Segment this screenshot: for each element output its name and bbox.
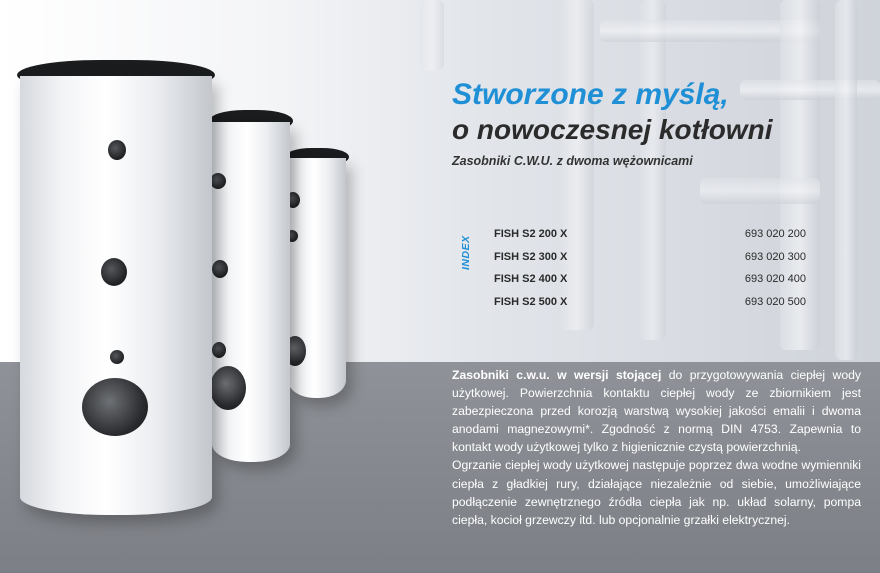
model-code: 693 020 200 [744, 228, 806, 240]
model-code: 693 020 400 [744, 273, 806, 285]
index-label: INDEX [460, 235, 472, 270]
model-code: 693 020 500 [744, 295, 806, 308]
description-paragraph-2: Ogrzanie ciepłej wody użytkowej następuje poprzez dwa wodne wymienniki ciepła z gładkiej rury, działające niezależnie od siebie, umożliwiające podłączenie zewnętrznego źródła ciepła jak np. układ solarny, pompa ciepła, kocioł grzewczy itd. lub opcjonalnie grzałki elektrycznej. [452, 458, 861, 527]
index-row [494, 296, 806, 319]
product-description [452, 366, 861, 529]
headline-line-1: Stworzone z myślą, [452, 78, 729, 111]
model-name: FISH S2 200 X [494, 228, 568, 240]
model-name: FISH S2 300 X [494, 250, 568, 263]
water-tank-large [20, 60, 212, 515]
product-subtitle: Zasobniki C.W.U. z dwoma wężownicami [452, 154, 693, 168]
headline-line-2: o nowoczesnej kotłowni [452, 114, 773, 145]
index-table [494, 228, 806, 318]
index-row [494, 273, 806, 296]
model-name: FISH S2 400 X [494, 273, 568, 285]
water-tank-medium [212, 110, 290, 462]
description-paragraph-1 [452, 366, 861, 456]
model-name: FISH S2 500 X [494, 295, 568, 308]
model-code: 693 020 300 [744, 250, 806, 263]
water-tank-small [288, 148, 346, 398]
index-row [494, 251, 806, 274]
index-row [494, 228, 806, 251]
description-lead: Zasobniki c.w.u. w wersji stojącej [452, 368, 662, 382]
description-p1-text: do przygotowywania ciepłej wody użytkowej. Powierzchnia kontaktu ciepłej wody ze zbiornikiem jest zabezpieczona przed korozją warstwą wysokiej jakości emalii i dwoma anodami magnezowymi*. Zgodność z normą DIN 4753. Zapewnia to kontakt wody użytkowej tylko z higienicznie czystą powierzchnią. [452, 368, 861, 455]
